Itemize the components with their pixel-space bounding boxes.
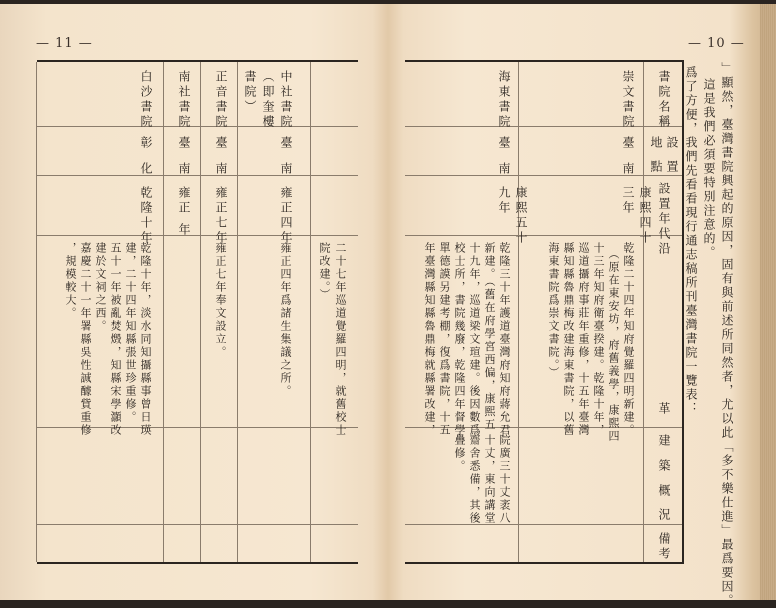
academy-name-zhongshe-alias-end: 書院） <box>243 70 257 115</box>
location-chongwen: 臺南 <box>621 136 635 188</box>
row-divider <box>405 524 682 525</box>
building-haidong-line-2: 十丈，東向講堂 <box>483 434 496 525</box>
header-history-part-1: 沿 <box>657 242 671 257</box>
history-zhengyin: 雍正七年奉文設立。 <box>214 242 227 359</box>
header-name: 書院名稱 <box>657 70 671 130</box>
academy-table-continued <box>37 60 358 564</box>
location-zhengyin: 臺南 <box>214 136 228 188</box>
year-zhengyin: 雍正七年 <box>214 186 228 246</box>
building-haidong-line-1: 院廣三十丈袤八 <box>498 434 511 525</box>
header-location-part-1: 設置 <box>665 136 679 184</box>
location-zhongshe: 臺南 <box>279 136 293 188</box>
history-haidong-line-1: 乾隆三十年護道臺灣府知府蔣允君 <box>498 242 511 437</box>
header-history-part-4: 築 <box>657 459 671 474</box>
academy-name-baisha: 白沙書院 <box>139 70 153 130</box>
history-baisha-line-4: 建於文祠之西。 <box>94 242 107 333</box>
academy-table <box>405 60 684 564</box>
history-chongwen-line-1: 乾隆二十四年知府覺羅四明新建。 <box>622 242 635 437</box>
history-chongwen-line-2: （原在東安坊，府舊義學，康熙四 <box>607 248 620 443</box>
row-divider <box>405 175 682 176</box>
header-notes: 備考 <box>657 532 671 562</box>
academy-name-zhongshe-alias: （即奎樓 <box>261 70 275 130</box>
intro-line-3: 爲了方便，我們先看看現行通志稿所刊臺灣書院一覽表： <box>684 66 698 416</box>
history-zhongshe: 雍正四年爲諸生集議之所。 <box>279 242 292 398</box>
history-haidong-line-4: 校士所，書院幾廢，乾隆四年督學 <box>453 242 466 437</box>
year-haidong: 康熙五十九年 <box>497 186 528 246</box>
header-history-part-6: 況 <box>657 508 671 523</box>
page-number-11: — 11 — <box>36 36 93 51</box>
year-nanshe: 雍正 年 <box>177 186 191 238</box>
page-11 <box>0 4 386 600</box>
year-baisha: 乾隆十年 <box>139 186 153 246</box>
building-haidong-line-4: 疊修。 <box>453 434 466 473</box>
history-chongwen-line-5: 縣知縣魯鼎梅改建海東書院，以舊 <box>562 242 575 437</box>
year-zhongshe: 雍正四年 <box>279 186 293 246</box>
header-history-part-3: 建 <box>657 434 671 449</box>
row-divider <box>37 126 358 127</box>
intro-line-1: 」顯然，臺灣書院興起的原因，固有與前述所同然者，尤以此「多不樂仕進」最爲要因。 <box>720 62 734 608</box>
intro-line-2: 這是我們必須要特別注意的。 <box>702 78 716 260</box>
column-divider <box>200 62 201 562</box>
location-haidong: 臺南 <box>497 136 511 188</box>
column-divider <box>310 62 311 562</box>
header-history-part-2: 革 <box>657 402 671 417</box>
history-haidong-continued-end: 院改建。） <box>318 242 331 302</box>
page-number-10: — 10 — <box>688 36 745 51</box>
history-haidong-continued: 二十七年巡道覺羅四明，就舊校士 <box>334 242 347 437</box>
header-location-part-2: 地點 <box>649 136 663 184</box>
row-divider <box>405 126 682 127</box>
history-chongwen-line-4: 巡道攝府事莊年重修，十五年臺灣 <box>577 242 590 437</box>
history-haidong-line-5: 單德謨另建考棚，復爲書院，十五 <box>438 242 451 437</box>
history-chongwen-line-3: 十三年知府衛臺揆建。乾隆十年， <box>592 242 605 437</box>
academy-name-haidong: 海東書院 <box>497 70 511 130</box>
history-baisha-line-3: 五十一年被亂焚燬，知縣宋學灝改 <box>109 242 122 437</box>
academy-name-zhongshe: 中社書院 <box>279 70 293 130</box>
page-10 <box>386 4 776 608</box>
building-haidong-line-3: 齋舍悉備，其後 <box>468 434 481 525</box>
column-divider <box>518 62 519 562</box>
book-edge <box>760 4 776 600</box>
academy-name-chongwen: 崇文書院 <box>621 70 635 130</box>
year-chongwen: 康熙四十三年 <box>621 186 652 246</box>
book-spread <box>0 4 776 608</box>
location-nanshe: 臺南 <box>177 136 191 188</box>
history-chongwen-line-6: 海東書院爲崇文書院。） <box>547 242 560 380</box>
header-history-part-5: 概 <box>657 484 671 499</box>
academy-name-zhengyin: 正音書院 <box>214 70 228 130</box>
column-divider <box>163 62 164 562</box>
history-baisha-line-1: 乾隆十年，淡水同知攝縣事曾日瑛 <box>139 242 152 437</box>
history-haidong-line-3: 十九年，巡道梁文瑄建。後因數爲 <box>468 242 481 437</box>
history-haidong-line-6: 年臺灣縣知縣魯鼎梅就縣署改建， <box>423 242 436 437</box>
history-baisha-line-6: ，規模較大。 <box>64 242 77 320</box>
row-divider <box>37 235 358 236</box>
location-baisha: 彰化 <box>139 136 153 188</box>
row-divider <box>37 524 358 525</box>
header-year: 設置年代 <box>657 182 671 242</box>
table-border-left <box>36 62 37 562</box>
academy-name-nanshe: 南社書院 <box>177 70 191 130</box>
history-baisha-line-5: 嘉慶二十一年署縣吳性誠醵貲重修 <box>79 242 92 437</box>
history-baisha-line-2: 建，二十四年知縣張世珍重修。 <box>124 242 137 424</box>
row-divider <box>37 175 358 176</box>
header-column-divider <box>643 62 644 562</box>
column-divider <box>237 62 238 562</box>
history-haidong-line-2: 新建。（舊在府學宮西偏，康熙五 <box>483 242 496 432</box>
